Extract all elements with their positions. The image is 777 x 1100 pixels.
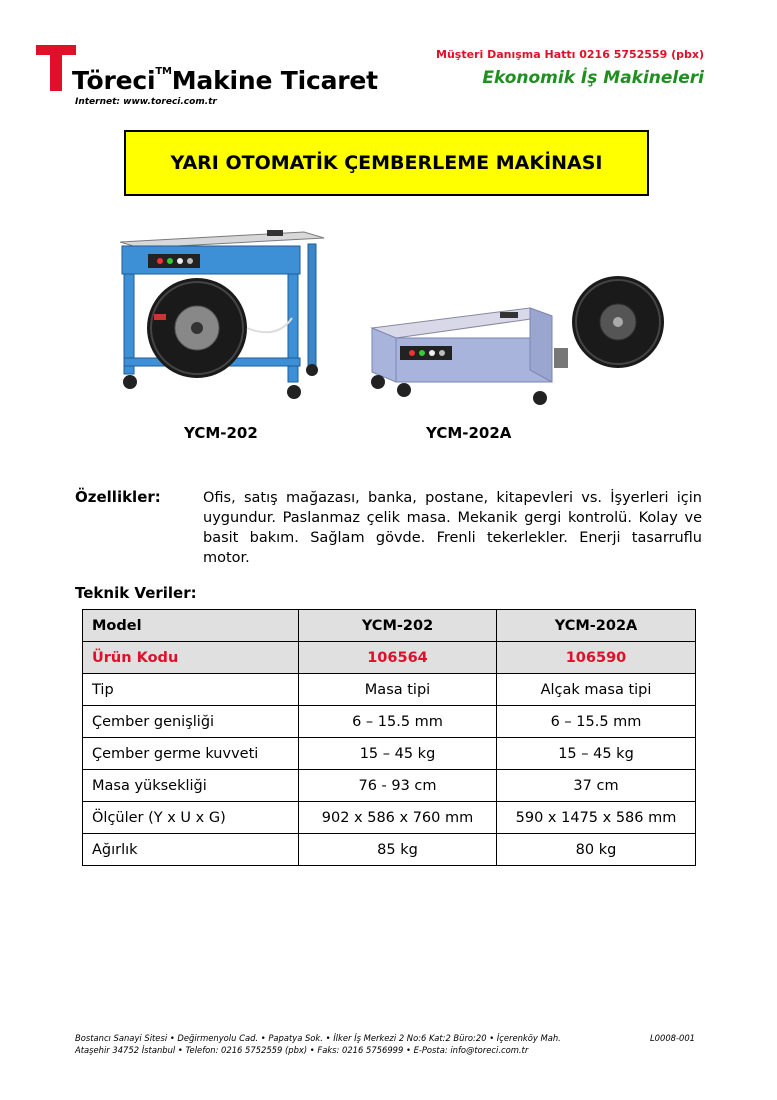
spec-table — [82, 609, 696, 866]
table-cell: Ölçüler (Y x U x G) — [83, 802, 299, 834]
document-title-box — [124, 130, 649, 196]
table-row — [83, 674, 696, 706]
table-row — [83, 770, 696, 802]
footer-address: Bostancı Sanayi Sitesi • Değirmenyolu Cad. • Papatya Sok. • İlker İş Merkezi 2 No:6 Kat:2 Büro:20 • İçerenköy Mah. — [75, 1033, 561, 1043]
table-cell: Ağırlık — [83, 834, 299, 866]
website-text: Internet: www.toreci.com.tr — [75, 97, 217, 107]
features-label: Özellikler: — [75, 488, 161, 506]
table-cell: YCM-202 — [299, 610, 497, 642]
table-cell: Ürün Kodu — [83, 642, 299, 674]
table-cell: 15 – 45 kg — [497, 738, 696, 770]
table-cell: Çember genişliği — [83, 706, 299, 738]
product-caption: YCM-202A — [426, 424, 512, 442]
table-cell: Masa yüksekliği — [83, 770, 299, 802]
table-cell: 15 – 45 kg — [299, 738, 497, 770]
table-cell: 37 cm — [497, 770, 696, 802]
table-cell: Model — [83, 610, 299, 642]
toreci-logo-icon — [36, 45, 76, 91]
ycm-202a-machine-image — [360, 270, 710, 410]
product-caption: YCM-202 — [184, 424, 258, 442]
table-cell: YCM-202A — [497, 610, 696, 642]
company-tagline: Ekonomik İş Makineleri — [482, 68, 704, 88]
table-row — [83, 738, 696, 770]
table-row — [83, 642, 696, 674]
company-name: Töreci™Makine Ticaret — [72, 65, 378, 95]
table-cell: 80 kg — [497, 834, 696, 866]
table-row — [83, 802, 696, 834]
table-cell: Alçak masa tipi — [497, 674, 696, 706]
table-cell: Çember germe kuvveti — [83, 738, 299, 770]
table-row — [83, 706, 696, 738]
specs-label: Teknik Veriler: — [75, 584, 197, 602]
table-cell: 6 – 15.5 mm — [497, 706, 696, 738]
table-cell: 85 kg — [299, 834, 497, 866]
table-row — [83, 834, 696, 866]
table-cell: 902 x 586 x 760 mm — [299, 802, 497, 834]
table-row — [83, 610, 696, 642]
table-cell: 6 – 15.5 mm — [299, 706, 497, 738]
footer-contact: Ataşehir 34752 İstanbul • Telefon: 0216 5752559 (pbx) • Faks: 0216 5756999 • E-Posta: info@toreci.com.tr — [75, 1045, 529, 1055]
table-cell: 76 - 93 cm — [299, 770, 497, 802]
table-cell: 106564 — [299, 642, 497, 674]
table-cell: 106590 — [497, 642, 696, 674]
trademark-mark: TM — [155, 65, 172, 77]
customer-hotline: Müşteri Danışma Hattı 0216 5752559 (pbx) — [436, 48, 704, 61]
table-cell: Masa tipi — [299, 674, 497, 706]
document-code: L0008-001 — [650, 1033, 695, 1043]
document-title: YARI OTOMATİK ÇEMBERLEME MAKİNASI — [170, 152, 603, 174]
table-cell: Tip — [83, 674, 299, 706]
table-cell: 590 x 1475 x 586 mm — [497, 802, 696, 834]
features-text: Ofis, satış mağazası, banka, postane, kitapevleri vs. İşyerleri için uygundur. Paslanmaz çelik masa. Mekanik gergi kontrolü. Kolay ve basit bakım. Sağlam gövde. Frenli tekerlekler. Enerji tasarruflu motor. — [203, 490, 702, 566]
ycm-202-machine-image — [112, 210, 332, 410]
